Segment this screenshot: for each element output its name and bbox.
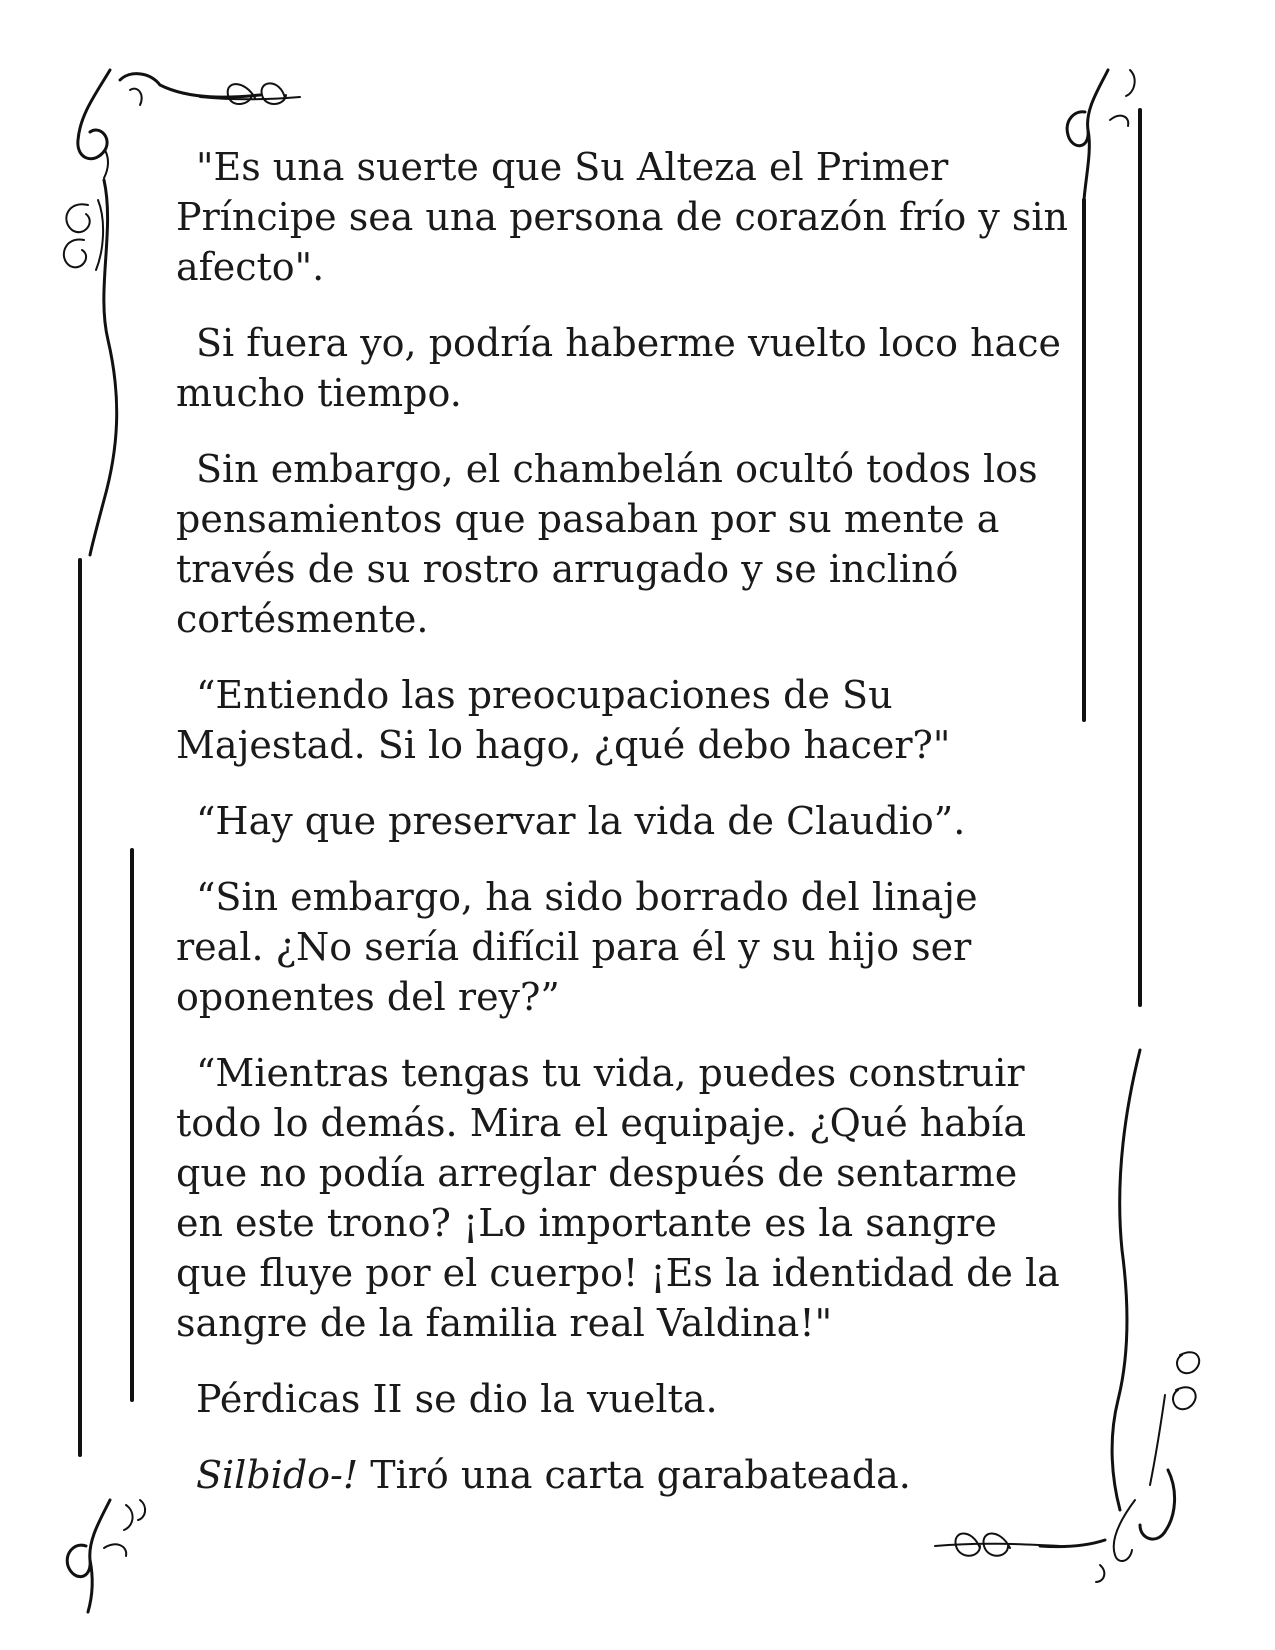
paragraph: “Mientras tengas tu vida, puedes construir todo lo demás. Mira el equipaje. ¿Qué había que no podía arreglar después de sentarme en este trono? ¡Lo importante es la sangre que fluye por el cuerpo! ¡Es la identidad de la sangre de la familia real Valdina!" — [176, 1051, 1060, 1345]
paragraph: Si fuera yo, podría haberme vuelto loco hace mucho tiempo. — [176, 321, 1061, 415]
final-line-text: Tiró una carta garabateada. — [358, 1453, 911, 1497]
paragraph: “Entiendo las preocupaciones de Su Majestad. Si lo hago, ¿qué debo hacer?" — [176, 673, 951, 767]
paragraph: “Sin embargo, ha sido borrado del linaje real. ¿No sería difícil para él y su hijo ser oponentes del rey?” — [176, 875, 978, 1019]
paragraph: “Hay que preservar la vida de Claudio”. — [196, 799, 966, 843]
bottom-left-flourish-icon — [67, 1500, 145, 1612]
top-right-flourish-icon — [1067, 70, 1134, 200]
sound-effect: Silbido-! — [196, 1453, 359, 1497]
final-paragraph — [176, 1450, 1076, 1500]
story-text — [176, 142, 1076, 1500]
paragraph: Sin embargo, el chambelán ocultó todos los pensamientos que pasaban por su mente a través de su rostro arrugado y se inclinó cortésmente. — [176, 447, 1038, 641]
paragraph: "Es una suerte que Su Alteza el Primer Príncipe sea una persona de corazón frío y sin afecto". — [176, 145, 1068, 289]
paragraph: Pérdicas II se dio la vuelta. — [196, 1377, 718, 1421]
